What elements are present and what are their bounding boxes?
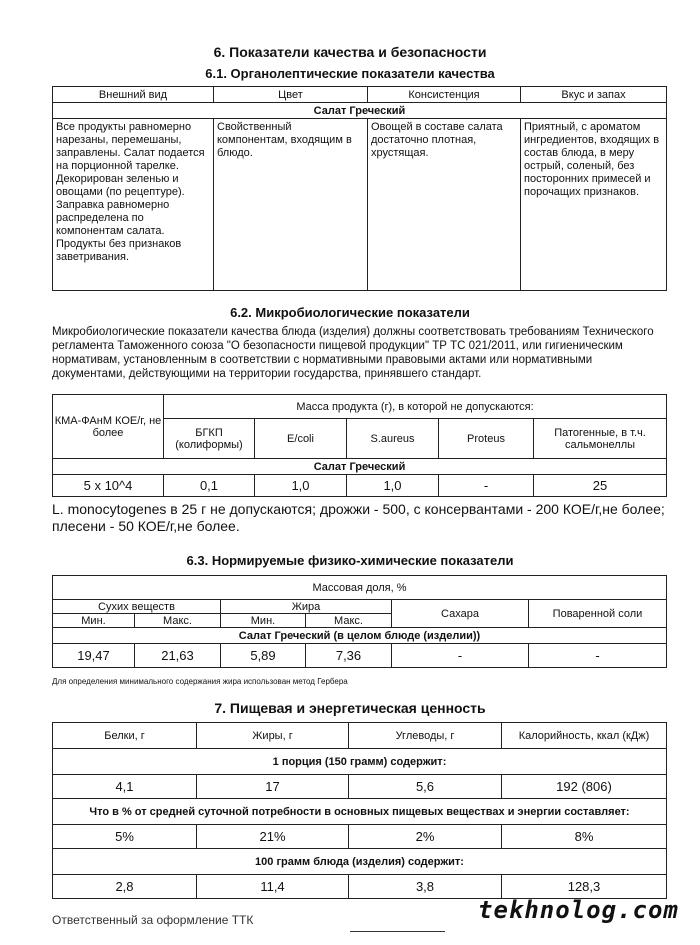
fat-max-header: Макс. xyxy=(306,614,392,628)
ecoli-header: E/coli xyxy=(255,419,347,459)
micro-dish-row: Салат Греческий xyxy=(53,459,667,475)
percent-fats: 21% xyxy=(197,825,349,849)
carbs-header: Углеводы, г xyxy=(349,723,502,749)
micro-value-proteus: - xyxy=(439,475,534,497)
calories-header: Калорийность, ккал (кДж) xyxy=(502,723,667,749)
fat-header: Жира xyxy=(221,600,392,614)
percent-calories: 8% xyxy=(502,825,667,849)
physchem-title: 6.3. Нормируемые физико-химические показатели xyxy=(186,553,514,568)
per100-calories: 128,3 xyxy=(502,875,667,899)
proteus-header: Proteus xyxy=(439,419,534,459)
organoleptic-title: 6.1. Органолептические показатели качества xyxy=(205,66,495,81)
mass-fraction-header: Массовая доля, % xyxy=(53,576,667,600)
micro-table xyxy=(52,394,667,497)
micro-value-pathogens: 25 xyxy=(534,475,667,497)
kmafanm-header: КМА-ФАнМ КОЕ/г, не более xyxy=(53,395,164,459)
micro-paragraph: Микробиологические показатели качества блюда (изделия) должны соответствовать требованиям Технического регламента Таможенного союза "О безопасности пищевой продукции" ТР ТС 021/2011, или гигиеническим нормативам, установленным в соответствии с нормативными правовыми актами или нормативными документами, действующими на территории государства, принявшего стандарт. xyxy=(52,326,654,380)
section-6-title: 6. Показатели качества и безопасности xyxy=(213,44,487,60)
micro-value-ecoli: 1,0 xyxy=(255,475,347,497)
per100-fats: 11,4 xyxy=(197,875,349,899)
fat-min-header: Мин. xyxy=(221,614,306,628)
micro-title: 6.2. Микробиологические показатели xyxy=(230,305,470,320)
salt-header: Поваренной соли xyxy=(529,600,667,628)
dry-min-header: Мин. xyxy=(53,614,135,628)
signature-line xyxy=(350,930,445,932)
micro-value-saureus: 1,0 xyxy=(347,475,439,497)
physchem-dish-row: Салат Греческий (в целом блюде (изделии)) xyxy=(53,628,667,644)
header-color: Цвет xyxy=(214,87,368,103)
dry-matter-header: Сухих веществ xyxy=(53,600,221,614)
micro-value-bgkp: 0,1 xyxy=(164,475,255,497)
responsible-label: Ответственный за оформление ТТК xyxy=(52,913,254,927)
nutrition-table xyxy=(52,722,667,899)
portion-fats: 17 xyxy=(197,775,349,799)
dry-max-value: 21,63 xyxy=(135,644,221,668)
proteins-header: Белки, г xyxy=(53,723,197,749)
portion-calories: 192 (806) xyxy=(502,775,667,799)
fats-header: Жиры, г xyxy=(197,723,349,749)
percent-proteins: 5% xyxy=(53,825,197,849)
appearance-value: Все продукты равномерно нарезаны, перемешаны, заправлены. Салат подается на порционной тарелке. Декорирован зеленью и овощами (по рецептуре). Заправка равномерно распределена по компонентам салата. Продукты без признаков заветривания. xyxy=(53,119,214,291)
header-consistency: Консистенция xyxy=(368,87,521,103)
header-taste-smell: Вкус и запах xyxy=(521,87,667,103)
mass-header: Масса продукта (г), в которой не допускаются: xyxy=(164,395,667,419)
percent-label: Что в % от средней суточной потребности в основных пищевых веществах и энергии составляет: xyxy=(53,799,667,825)
saureus-header: S.aureus xyxy=(347,419,439,459)
header-appearance: Внешний вид xyxy=(53,87,214,103)
section-7-title: 7. Пищевая и энергетическая ценность xyxy=(214,700,486,716)
micro-note: L. monocytogenes в 25 г не допускаются; дрожжи - 500, с консервантами - 200 КОЕ/г,не более; плесени - 50 КОЕ/г,не более. xyxy=(52,501,665,534)
pathogens-header: Патогенные, в т.ч. сальмонеллы xyxy=(534,419,667,459)
dish-name-row: Салат Греческий xyxy=(53,103,667,119)
consistency-value: Овощей в составе салата достаточно плотная, хрустящая. xyxy=(368,119,521,291)
portion-carbs: 5,6 xyxy=(349,775,502,799)
portion-label: 1 порция (150 грамм) содержит: xyxy=(53,749,667,775)
percent-carbs: 2% xyxy=(349,825,502,849)
dry-max-header: Макс. xyxy=(135,614,221,628)
bgkp-header: БГКП (колиформы) xyxy=(164,419,255,459)
per100-proteins: 2,8 xyxy=(53,875,197,899)
per100-label: 100 грамм блюда (изделия) содержит: xyxy=(53,849,667,875)
sugar-value: - xyxy=(392,644,529,668)
sugar-header: Сахара xyxy=(392,600,529,628)
physchem-table xyxy=(52,575,667,668)
fat-max-value: 7,36 xyxy=(306,644,392,668)
portion-proteins: 4,1 xyxy=(53,775,197,799)
organoleptic-table xyxy=(52,86,667,291)
taste-smell-value: Приятный, с ароматом ингредиентов, входящих в состав блюда, в меру острый, соленый, без посторонних примесей и порочащих признаков. xyxy=(521,119,667,291)
micro-value-kmafanm: 5 x 10^4 xyxy=(53,475,164,497)
fat-min-value: 5,89 xyxy=(221,644,306,668)
physchem-footnote: Для определения минимального содержания жира использован метод Гербера xyxy=(52,677,348,686)
color-value: Свойственный компонентам, входящим в блюдо. xyxy=(214,119,368,291)
watermark: tekhnolog.com xyxy=(478,896,679,924)
dry-min-value: 19,47 xyxy=(53,644,135,668)
salt-value: - xyxy=(529,644,667,668)
per100-carbs: 3,8 xyxy=(349,875,502,899)
